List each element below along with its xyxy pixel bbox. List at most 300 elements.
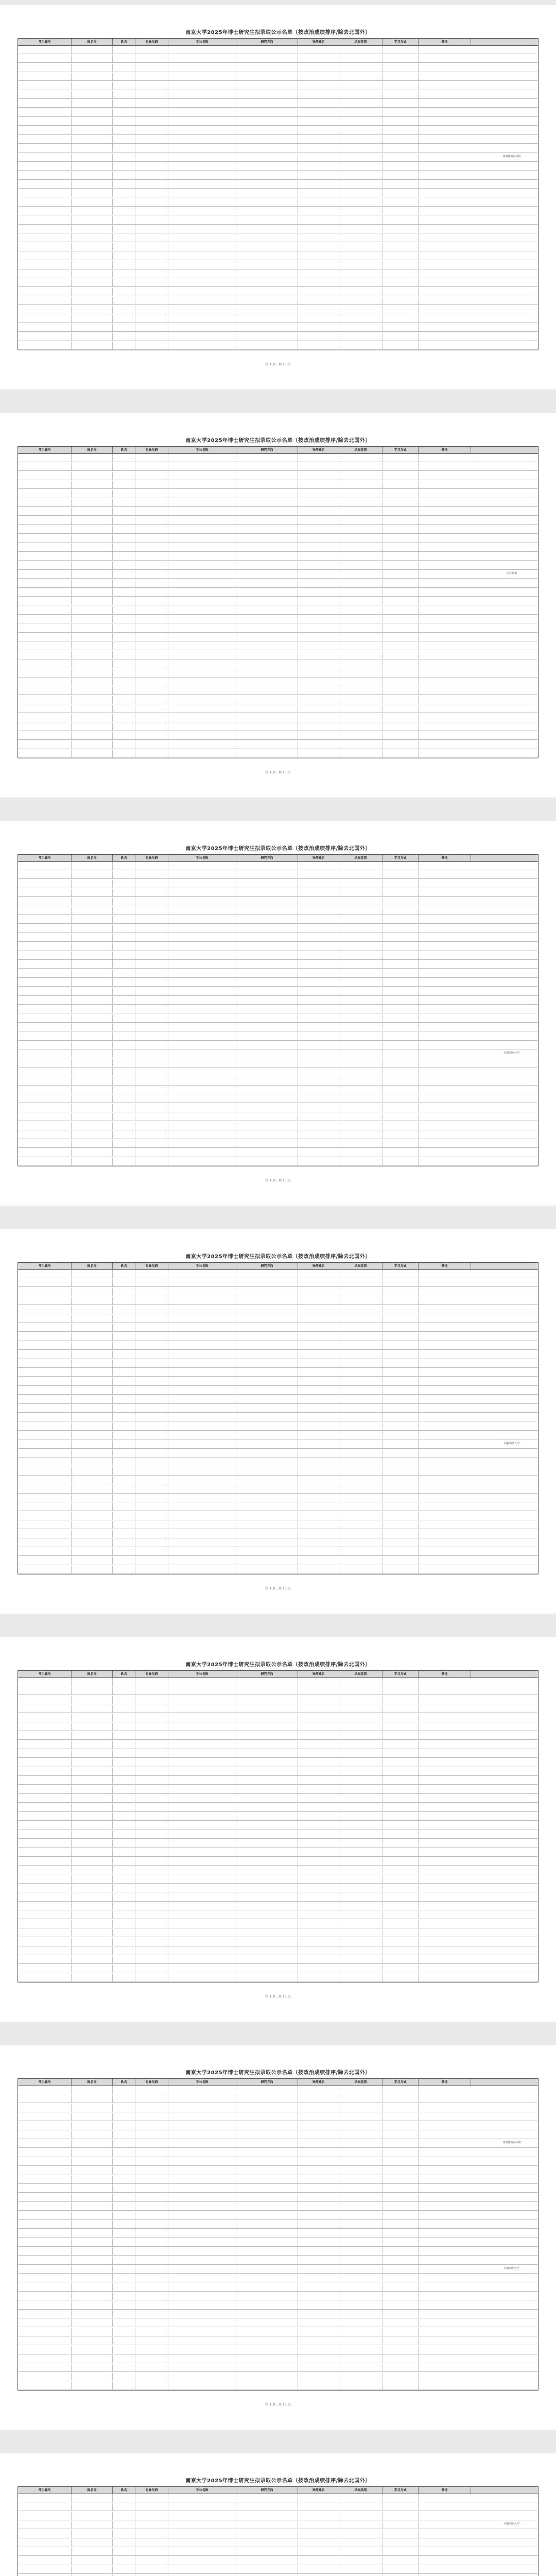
table-cell bbox=[72, 1279, 113, 1286]
table-cell bbox=[298, 2283, 339, 2291]
admission-table bbox=[18, 1670, 538, 1982]
table-cell bbox=[339, 1386, 383, 1394]
table-cell bbox=[339, 1956, 383, 1963]
table-cell bbox=[113, 1768, 135, 1775]
table-cell bbox=[18, 1104, 72, 1112]
table-cell bbox=[236, 1077, 298, 1085]
table-cell bbox=[113, 180, 135, 188]
table-cell bbox=[419, 1158, 471, 1165]
table-cell bbox=[168, 552, 236, 560]
table-cell bbox=[113, 1911, 135, 1919]
table-cell bbox=[135, 154, 168, 161]
table-row bbox=[18, 2283, 538, 2292]
table-cell bbox=[298, 1929, 339, 1937]
table-cell bbox=[236, 750, 298, 757]
table-cell bbox=[298, 880, 339, 888]
table-cell bbox=[18, 2184, 72, 2192]
table-cell bbox=[298, 1297, 339, 1304]
table-cell bbox=[236, 270, 298, 278]
table-cell bbox=[298, 1696, 339, 1704]
table-cell bbox=[135, 2328, 168, 2336]
table-cell bbox=[339, 2113, 383, 2121]
table-cell bbox=[168, 1884, 236, 1892]
table-cell bbox=[113, 2292, 135, 2300]
table-cell bbox=[168, 55, 236, 62]
table-cell bbox=[135, 2539, 168, 2547]
page-sheet bbox=[0, 2045, 556, 2430]
table-cell bbox=[18, 1893, 72, 1901]
table-cell bbox=[18, 2104, 72, 2112]
table-cell bbox=[18, 687, 72, 694]
table-cell bbox=[236, 517, 298, 524]
table-row bbox=[18, 1875, 538, 1884]
table-row bbox=[18, 1149, 538, 1157]
table-cell bbox=[383, 988, 419, 995]
table-cell bbox=[18, 732, 72, 739]
table-row bbox=[18, 2337, 538, 2345]
table-cell bbox=[113, 1920, 135, 1928]
table-cell bbox=[168, 1413, 236, 1421]
table-cell bbox=[339, 1270, 383, 1278]
table-cell bbox=[236, 1893, 298, 1901]
table-cell bbox=[383, 1947, 419, 1955]
table-cell bbox=[135, 2382, 168, 2389]
table-cell bbox=[168, 1131, 236, 1139]
table-cell bbox=[72, 1140, 113, 1147]
table-cell bbox=[168, 871, 236, 878]
table-cell bbox=[383, 723, 419, 731]
table-cell bbox=[113, 678, 135, 686]
column-header: 专业代码 bbox=[135, 855, 168, 862]
table-cell bbox=[18, 1723, 72, 1731]
table-cell bbox=[339, 261, 383, 269]
table-cell bbox=[18, 91, 72, 98]
table-cell bbox=[383, 99, 419, 107]
table-cell bbox=[298, 1768, 339, 1775]
table-cell bbox=[339, 1068, 383, 1076]
table-cell bbox=[18, 1413, 72, 1421]
table-row bbox=[18, 996, 538, 1005]
table-cell bbox=[419, 1368, 471, 1376]
table-cell bbox=[383, 1821, 419, 1829]
table-row bbox=[18, 216, 538, 225]
table-cell bbox=[18, 73, 72, 80]
table-cell bbox=[419, 988, 471, 995]
table-cell bbox=[298, 1875, 339, 1883]
table-cell bbox=[339, 925, 383, 933]
table-cell bbox=[236, 1884, 298, 1892]
table-cell bbox=[18, 1333, 72, 1341]
table-cell bbox=[113, 172, 135, 179]
table-cell bbox=[383, 481, 419, 488]
table-cell bbox=[18, 1750, 72, 1757]
table-row bbox=[18, 82, 538, 90]
table-cell bbox=[168, 696, 236, 704]
table-cell bbox=[236, 243, 298, 251]
table-cell bbox=[339, 1732, 383, 1739]
table-cell bbox=[168, 1503, 236, 1511]
table-cell bbox=[339, 960, 383, 968]
table-cell bbox=[339, 1396, 383, 1403]
table-cell bbox=[18, 669, 72, 677]
table-cell bbox=[298, 342, 339, 349]
table-cell bbox=[339, 606, 383, 614]
table-row bbox=[18, 463, 538, 471]
table-cell bbox=[236, 481, 298, 488]
table-cell bbox=[72, 1768, 113, 1775]
table-cell bbox=[236, 2355, 298, 2363]
table-cell bbox=[113, 1678, 135, 1686]
table-cell bbox=[72, 1678, 113, 1686]
table-cell bbox=[419, 1342, 471, 1349]
table-cell bbox=[135, 1974, 168, 1981]
table-cell bbox=[339, 1306, 383, 1314]
column-header: 备注 bbox=[419, 39, 471, 46]
table-cell bbox=[298, 580, 339, 587]
table-cell bbox=[298, 1786, 339, 1793]
table-cell bbox=[72, 1929, 113, 1937]
table-cell bbox=[419, 2530, 471, 2538]
table-cell bbox=[135, 1732, 168, 1739]
table-cell bbox=[339, 1893, 383, 1901]
table-cell bbox=[383, 109, 419, 116]
table-cell bbox=[298, 2257, 339, 2264]
table-row bbox=[18, 624, 538, 633]
table-cell bbox=[72, 252, 113, 260]
table-cell bbox=[113, 55, 135, 62]
table-cell bbox=[18, 952, 72, 959]
table-cell bbox=[383, 2229, 419, 2237]
table-cell bbox=[339, 2566, 383, 2573]
table-cell bbox=[113, 687, 135, 694]
table-cell bbox=[383, 2346, 419, 2354]
table-cell bbox=[135, 1005, 168, 1013]
table-cell bbox=[135, 1158, 168, 1165]
table-row bbox=[18, 678, 538, 686]
table-cell bbox=[135, 225, 168, 233]
table-cell bbox=[298, 1378, 339, 1385]
table-row bbox=[18, 1956, 538, 1964]
table-cell bbox=[135, 1831, 168, 1838]
table-cell bbox=[419, 1324, 471, 1331]
table-cell bbox=[135, 216, 168, 224]
table-row bbox=[18, 2086, 538, 2094]
table-cell bbox=[135, 570, 168, 578]
table-cell bbox=[236, 315, 298, 323]
table-cell bbox=[236, 1149, 298, 1157]
table-cell bbox=[72, 1965, 113, 1973]
table-cell bbox=[236, 1723, 298, 1731]
table-cell bbox=[72, 91, 113, 98]
table-cell bbox=[298, 642, 339, 650]
table-cell bbox=[72, 1324, 113, 1331]
table-cell bbox=[168, 2292, 236, 2300]
table-cell bbox=[339, 705, 383, 713]
table-cell bbox=[298, 1158, 339, 1165]
table-cell bbox=[113, 2530, 135, 2538]
table-cell bbox=[236, 2229, 298, 2237]
table-cell bbox=[168, 669, 236, 677]
table-row bbox=[18, 2310, 538, 2318]
table-cell bbox=[383, 2530, 419, 2538]
table-cell bbox=[298, 996, 339, 1004]
table-cell bbox=[419, 1750, 471, 1757]
table-cell bbox=[18, 2337, 72, 2345]
table-cell bbox=[113, 871, 135, 878]
table-cell bbox=[168, 1902, 236, 1910]
table-cell bbox=[135, 1032, 168, 1040]
table-cell bbox=[72, 660, 113, 668]
remark-note: 同意跨院系录取 bbox=[485, 2141, 538, 2145]
table-cell bbox=[113, 1938, 135, 1946]
table-cell bbox=[419, 678, 471, 686]
table-cell bbox=[236, 64, 298, 72]
table-cell bbox=[339, 2283, 383, 2291]
table-cell bbox=[135, 2530, 168, 2538]
table-cell bbox=[298, 714, 339, 722]
table-cell bbox=[113, 1315, 135, 1323]
table-cell bbox=[339, 91, 383, 98]
table-cell bbox=[135, 750, 168, 757]
table-row bbox=[18, 2557, 538, 2565]
table-cell bbox=[236, 880, 298, 888]
table-row bbox=[18, 1005, 538, 1013]
table-row bbox=[18, 705, 538, 713]
table-cell bbox=[135, 1279, 168, 1286]
table-cell bbox=[236, 552, 298, 560]
table-cell bbox=[298, 507, 339, 515]
table-cell bbox=[18, 1821, 72, 1829]
table-cell bbox=[135, 1741, 168, 1749]
table-cell bbox=[339, 64, 383, 72]
table-cell bbox=[236, 2530, 298, 2538]
table-cell bbox=[419, 499, 471, 506]
table-cell bbox=[168, 1812, 236, 1820]
table-cell bbox=[383, 2364, 419, 2371]
table-cell bbox=[383, 1404, 419, 1412]
table-row bbox=[18, 2202, 538, 2211]
table-cell bbox=[135, 1449, 168, 1457]
table-cell bbox=[419, 243, 471, 251]
table-row bbox=[18, 1297, 538, 1305]
table-cell bbox=[236, 687, 298, 694]
table-cell bbox=[18, 2167, 72, 2175]
table-cell bbox=[18, 1687, 72, 1694]
table-cell bbox=[18, 306, 72, 314]
table-cell bbox=[72, 2337, 113, 2345]
table-row bbox=[18, 562, 538, 570]
column-header: 录取类别 bbox=[339, 2079, 383, 2086]
table-cell bbox=[113, 2512, 135, 2520]
table-cell bbox=[339, 1678, 383, 1686]
table-cell bbox=[339, 1687, 383, 1694]
table-cell bbox=[72, 889, 113, 896]
page-number: 第 1 页，共 10 页 bbox=[265, 771, 291, 774]
table-cell bbox=[18, 1422, 72, 1430]
table-cell bbox=[339, 1902, 383, 1910]
table-row bbox=[18, 1413, 538, 1421]
table-cell bbox=[72, 1831, 113, 1838]
table-cell bbox=[419, 144, 471, 152]
table-row bbox=[18, 2512, 538, 2520]
table-cell bbox=[339, 2104, 383, 2112]
table-cell bbox=[113, 144, 135, 152]
table-cell bbox=[168, 678, 236, 686]
table-cell bbox=[236, 2140, 298, 2147]
table-cell bbox=[339, 1920, 383, 1928]
table-cell bbox=[135, 279, 168, 286]
table-cell bbox=[135, 144, 168, 152]
table-cell bbox=[339, 315, 383, 323]
table-cell bbox=[113, 162, 135, 170]
table-cell bbox=[236, 162, 298, 170]
table-cell bbox=[419, 1333, 471, 1341]
table-cell bbox=[298, 1023, 339, 1031]
table-cell bbox=[113, 1965, 135, 1973]
table-cell bbox=[72, 1023, 113, 1031]
table-cell bbox=[18, 342, 72, 349]
table-cell bbox=[339, 2382, 383, 2389]
table-cell bbox=[113, 499, 135, 506]
table-cell bbox=[135, 660, 168, 668]
column-header: 专业名称 bbox=[168, 39, 236, 46]
table-cell bbox=[72, 714, 113, 722]
table-cell bbox=[236, 2184, 298, 2192]
table-cell bbox=[236, 1759, 298, 1767]
table-cell bbox=[135, 1705, 168, 1713]
table-cell bbox=[168, 996, 236, 1004]
table-cell bbox=[339, 2131, 383, 2139]
table-cell bbox=[383, 2167, 419, 2175]
table-cell bbox=[72, 1786, 113, 1793]
table-cell bbox=[419, 261, 471, 269]
table-cell bbox=[113, 1122, 135, 1130]
table-cell bbox=[236, 135, 298, 143]
table-cell bbox=[419, 2346, 471, 2354]
table-cell bbox=[18, 225, 72, 233]
table-cell bbox=[339, 2557, 383, 2565]
table-cell bbox=[168, 1893, 236, 1901]
table-cell bbox=[168, 1032, 236, 1040]
table-cell bbox=[72, 1351, 113, 1359]
table-row bbox=[18, 1929, 538, 1937]
table-cell bbox=[298, 270, 339, 278]
table-cell bbox=[236, 154, 298, 161]
table-cell bbox=[298, 2202, 339, 2210]
table-cell bbox=[419, 109, 471, 116]
table-cell bbox=[168, 2140, 236, 2147]
table-cell bbox=[113, 1687, 135, 1694]
table-cell bbox=[339, 270, 383, 278]
table-cell bbox=[168, 898, 236, 906]
table-row bbox=[18, 472, 538, 480]
table-cell bbox=[383, 1297, 419, 1304]
table-cell bbox=[168, 490, 236, 498]
table-cell bbox=[236, 2158, 298, 2165]
column-header: 录取类别 bbox=[339, 447, 383, 454]
table-cell bbox=[113, 960, 135, 968]
table-cell bbox=[383, 978, 419, 986]
table-cell bbox=[135, 669, 168, 677]
table-cell bbox=[72, 1041, 113, 1049]
table-cell bbox=[236, 454, 298, 462]
table-cell bbox=[339, 916, 383, 923]
table-cell bbox=[236, 2503, 298, 2511]
table-cell bbox=[18, 2257, 72, 2264]
table-cell bbox=[383, 1032, 419, 1040]
table-cell bbox=[72, 1884, 113, 1892]
table-row bbox=[18, 1965, 538, 1973]
table-cell bbox=[298, 1812, 339, 1820]
table-cell bbox=[236, 117, 298, 125]
table-cell bbox=[383, 1158, 419, 1165]
table-row bbox=[18, 1503, 538, 1511]
table-cell bbox=[18, 1086, 72, 1094]
table-cell bbox=[339, 880, 383, 888]
table-cell bbox=[383, 1750, 419, 1757]
table-cell bbox=[113, 507, 135, 515]
table-cell bbox=[135, 1956, 168, 1963]
table-cell bbox=[339, 633, 383, 641]
table-cell bbox=[168, 288, 236, 296]
table-cell bbox=[419, 1413, 471, 1421]
table-cell bbox=[135, 1750, 168, 1757]
table-cell bbox=[168, 1342, 236, 1349]
table-cell bbox=[113, 2167, 135, 2175]
table-row bbox=[18, 1396, 538, 1404]
table-cell bbox=[113, 2494, 135, 2502]
table-cell bbox=[298, 2373, 339, 2381]
table-cell bbox=[419, 117, 471, 125]
admission-table bbox=[18, 38, 538, 350]
table-cell bbox=[113, 1786, 135, 1793]
table-cell bbox=[419, 2221, 471, 2228]
table-cell bbox=[18, 1467, 72, 1475]
table-cell bbox=[383, 2176, 419, 2183]
table-cell bbox=[72, 507, 113, 515]
table-cell bbox=[383, 2503, 419, 2511]
table-cell bbox=[383, 135, 419, 143]
table-cell bbox=[383, 1530, 419, 1538]
table-cell bbox=[18, 1440, 72, 1448]
table-row bbox=[18, 172, 538, 180]
table-cell bbox=[298, 2539, 339, 2547]
table-cell bbox=[236, 2373, 298, 2381]
table-cell bbox=[419, 1821, 471, 1829]
table-cell bbox=[72, 750, 113, 757]
table-cell bbox=[18, 2319, 72, 2327]
table-cell bbox=[113, 109, 135, 116]
table-cell bbox=[72, 1804, 113, 1811]
table-cell bbox=[236, 99, 298, 107]
table-cell bbox=[383, 2310, 419, 2318]
table-cell bbox=[419, 2557, 471, 2565]
table-row bbox=[18, 2247, 538, 2256]
table-cell bbox=[236, 732, 298, 739]
table-cell bbox=[135, 99, 168, 107]
table-cell bbox=[298, 1956, 339, 1963]
table-cell bbox=[168, 943, 236, 951]
table-cell bbox=[419, 46, 471, 54]
table-cell bbox=[135, 46, 168, 54]
table-cell bbox=[298, 544, 339, 551]
table-cell bbox=[113, 1140, 135, 1147]
table-cell bbox=[383, 1113, 419, 1121]
table-cell bbox=[419, 1521, 471, 1529]
table-row bbox=[18, 2530, 538, 2538]
table-cell bbox=[113, 2184, 135, 2192]
table-cell bbox=[339, 82, 383, 90]
